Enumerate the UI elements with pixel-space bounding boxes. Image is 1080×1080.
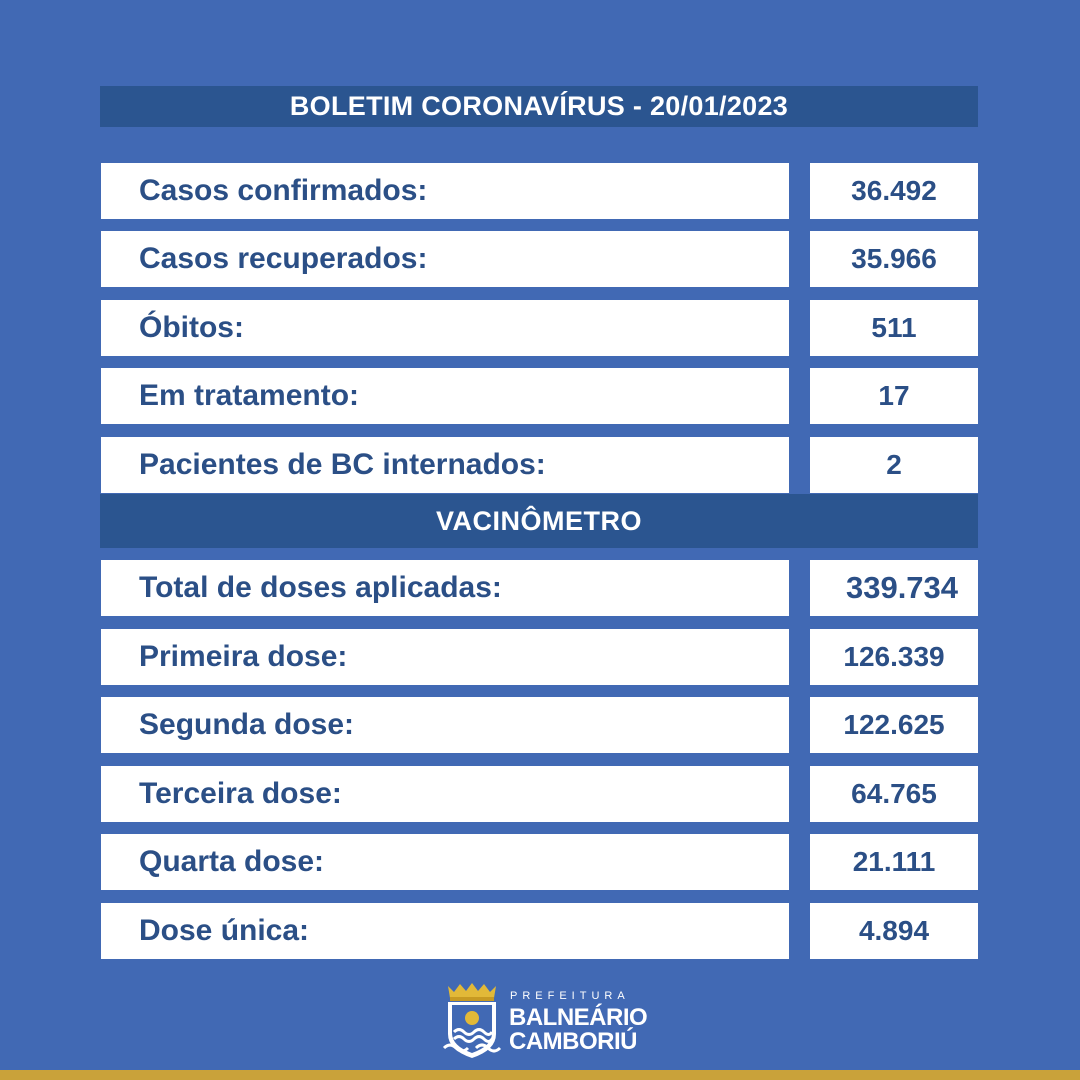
vaccine-value-box [810, 903, 978, 959]
stat-row-em-tratamento [101, 368, 978, 424]
bottom-accent-strip [0, 1070, 1080, 1080]
city-name-line1: BALNEÁRIO [509, 1004, 648, 1031]
vaccine-row-terceira-dose [101, 766, 978, 822]
stat-row-casos-confirmados [101, 163, 978, 219]
vaccine-row-primeira-dose [101, 629, 978, 685]
bulletin-title [100, 86, 978, 127]
stat-value: 17 [878, 380, 910, 411]
vaccine-label: Terceira dose: [139, 777, 342, 810]
stat-label-box [101, 231, 789, 287]
vaccine-label-box [101, 834, 789, 890]
stat-value: 36.492 [851, 175, 937, 206]
vaccine-value: 4.894 [858, 915, 930, 946]
stat-label-box [101, 368, 789, 424]
city-name-line2: CAMBORIÚ [509, 1028, 637, 1055]
stat-label-box [101, 300, 789, 356]
vaccine-label: Segunda dose: [139, 708, 355, 741]
vaccine-row-dose-unica [101, 903, 978, 959]
vaccine-label: Primeira dose: [139, 640, 348, 673]
stat-value: 511 [871, 312, 917, 343]
vaccine-label-box [101, 560, 789, 616]
stat-value: 2 [886, 449, 902, 480]
stat-value-box [810, 437, 978, 493]
stat-label-box [101, 437, 789, 493]
vaccine-label-box [101, 903, 789, 959]
prefeitura-logo [442, 982, 652, 1062]
vaccine-label: Dose única: [139, 914, 310, 947]
stat-row-pacientes-internados [101, 437, 978, 493]
vaccine-value-box [810, 629, 978, 685]
vaccine-value: 126.339 [843, 641, 945, 672]
stat-value-box [810, 300, 978, 356]
vaccine-label: Quarta dose: [139, 845, 325, 878]
stat-label: Casos confirmados: [139, 174, 428, 207]
city-crest-icon [442, 982, 502, 1062]
vacinometro-title [100, 494, 978, 548]
prefeitura-label: PREFEITURA [510, 990, 630, 1002]
vaccine-label: Total de doses aplicadas: [139, 571, 502, 604]
vaccine-row-total-doses [101, 560, 978, 616]
stat-value-box [810, 231, 978, 287]
vaccine-label-box [101, 766, 789, 822]
stat-value-box [810, 368, 978, 424]
stat-label: Casos recuperados: [139, 242, 428, 275]
vaccine-value-box [810, 766, 978, 822]
vaccine-value: 122.625 [843, 709, 945, 740]
stat-label: Em tratamento: [139, 379, 360, 412]
vaccine-value-box [810, 697, 978, 753]
stat-label: Pacientes de BC internados: [139, 448, 546, 481]
vaccine-value: 339.734 [845, 570, 959, 605]
vaccine-label-box [101, 629, 789, 685]
vaccine-value: 21.111 [852, 846, 936, 877]
bulletin-title-text: BOLETIM CORONAVÍRUS - 20/01/2023 [289, 91, 789, 121]
vaccine-row-quarta-dose [101, 834, 978, 890]
stat-row-obitos [101, 300, 978, 356]
vaccine-value-box [810, 834, 978, 890]
vaccine-row-segunda-dose [101, 697, 978, 753]
vaccine-value: 64.765 [851, 778, 937, 809]
vaccine-label-box [101, 697, 789, 753]
vacinometro-title-text: VACINÔMETRO [436, 505, 642, 536]
stat-value-box [810, 163, 978, 219]
stat-label: Óbitos: [139, 311, 244, 344]
stat-label-box [101, 163, 789, 219]
vaccine-value-box [810, 560, 978, 616]
stat-row-casos-recuperados [101, 231, 978, 287]
stat-value: 35.966 [851, 243, 937, 274]
